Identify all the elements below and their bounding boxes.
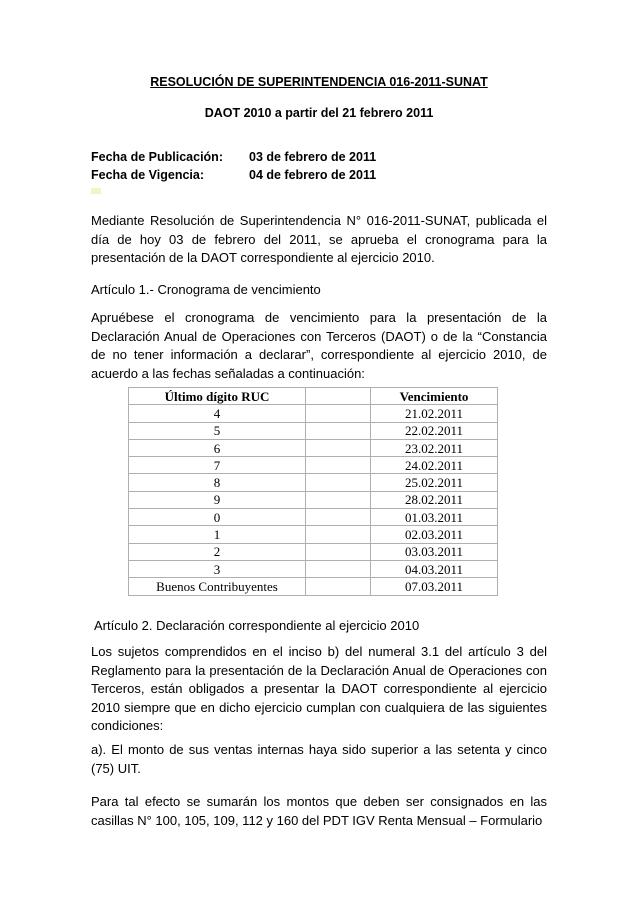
table-row (129, 578, 498, 595)
article-1-heading: Artículo 1.- Cronograma de vencimiento (91, 282, 321, 297)
effective-date-row (91, 168, 376, 182)
cell-spacer (306, 543, 371, 560)
effective-date-value: 04 de febrero de 2011 (249, 168, 377, 182)
cell-due-date: 07.03.2011 (371, 578, 498, 595)
cell-ruc-digit: 9 (129, 491, 306, 508)
cell-spacer (306, 560, 371, 577)
cell-spacer (306, 578, 371, 595)
publication-date-value: 03 de febrero de 2011 (249, 150, 377, 164)
table-row (129, 405, 498, 422)
table-row (129, 509, 498, 526)
article-2-heading: Artículo 2. Declaración correspondiente al ejercicio 2010 (94, 618, 420, 633)
cell-due-date: 28.02.2011 (371, 491, 498, 508)
table-row (129, 491, 498, 508)
cell-ruc-digit: 6 (129, 439, 306, 456)
cell-spacer (306, 526, 371, 543)
table-row (129, 422, 498, 439)
article-2-text: Los sujetos comprendidos en el inciso b) del numeral 3.1 del artículo 3 del Reglamento para la presentación de la Declaración Anual de Operaciones con Terceros, están obligados a presentar la DAOT correspondiente al ejercicio 2010 siempre que en dicho ejercicio cumplan con cualquiera de las siguientes condiciones: (91, 644, 547, 733)
publication-date-row (91, 150, 376, 164)
cell-ruc-digit: 2 (129, 543, 306, 560)
table-row (129, 474, 498, 491)
cell-spacer (306, 439, 371, 456)
cell-due-date: 22.02.2011 (371, 422, 498, 439)
cell-due-date: 03.03.2011 (371, 543, 498, 560)
cell-ruc-digit: 8 (129, 474, 306, 491)
document-title: RESOLUCIÓN DE SUPERINTENDENCIA 016-2011-SUNAT (150, 75, 488, 89)
final-paragraph: Para tal efecto se sumarán los montos que deben ser consignados en las casillas N° 100, 105, 109, 112 y 160 del PDT IGV Renta Mensual – Formulario (91, 794, 547, 828)
cell-due-date: 24.02.2011 (371, 457, 498, 474)
col-header-digit: Último dígito RUC (129, 388, 306, 405)
cell-ruc-digit: Buenos Contribuyentes (129, 578, 306, 595)
cell-due-date: 23.02.2011 (371, 439, 498, 456)
cell-spacer (306, 491, 371, 508)
table-row (129, 457, 498, 474)
cell-spacer (306, 457, 371, 474)
cell-ruc-digit: 5 (129, 422, 306, 439)
cell-ruc-digit: 0 (129, 509, 306, 526)
article-1-text: Apruébese el cronograma de vencimiento para la presentación de la Declaración Anual de Operaciones con Terceros (DAOT) o de la “Constancia de no tener información a declarar”, correspondiente al ejercicio 2010, de acuerdo a las fechas señaladas a continuación: (91, 310, 547, 381)
cell-spacer (306, 474, 371, 491)
cell-due-date: 25.02.2011 (371, 474, 498, 491)
schedule-table (128, 387, 498, 596)
col-header-due: Vencimiento (371, 388, 498, 405)
table-row (129, 560, 498, 577)
cell-spacer (306, 509, 371, 526)
condition-a: a). El monto de sus ventas internas haya sido superior a las setenta y cinco (75) UIT. (91, 742, 547, 776)
table-row (129, 439, 498, 456)
cell-ruc-digit: 4 (129, 405, 306, 422)
cell-ruc-digit: 1 (129, 526, 306, 543)
document-subtitle: DAOT 2010 a partir del 21 febrero 2011 (204, 106, 434, 120)
schedule-header-row (129, 388, 498, 405)
cell-spacer (306, 422, 371, 439)
table-row (129, 526, 498, 543)
col-spacer (306, 388, 371, 405)
table-row (129, 543, 498, 560)
intro-paragraph: Mediante Resolución de Superintendencia N° 016-2011-SUNAT, publicada el día de hoy 03 de febrero del 2011, se aprueba el cronograma para la presentación de la DAOT correspondiente al ejercicio 2010. (91, 213, 547, 265)
cell-due-date: 02.03.2011 (371, 526, 498, 543)
highlight-mark (91, 188, 101, 194)
cell-due-date: 21.02.2011 (371, 405, 498, 422)
cell-due-date: 04.03.2011 (371, 560, 498, 577)
effective-date-label: Fecha de Vigencia: (91, 168, 205, 182)
cell-spacer (306, 405, 371, 422)
publication-date-label: Fecha de Publicación: (91, 150, 223, 164)
cell-due-date: 01.03.2011 (371, 509, 498, 526)
cell-ruc-digit: 7 (129, 457, 306, 474)
cell-ruc-digit: 3 (129, 560, 306, 577)
